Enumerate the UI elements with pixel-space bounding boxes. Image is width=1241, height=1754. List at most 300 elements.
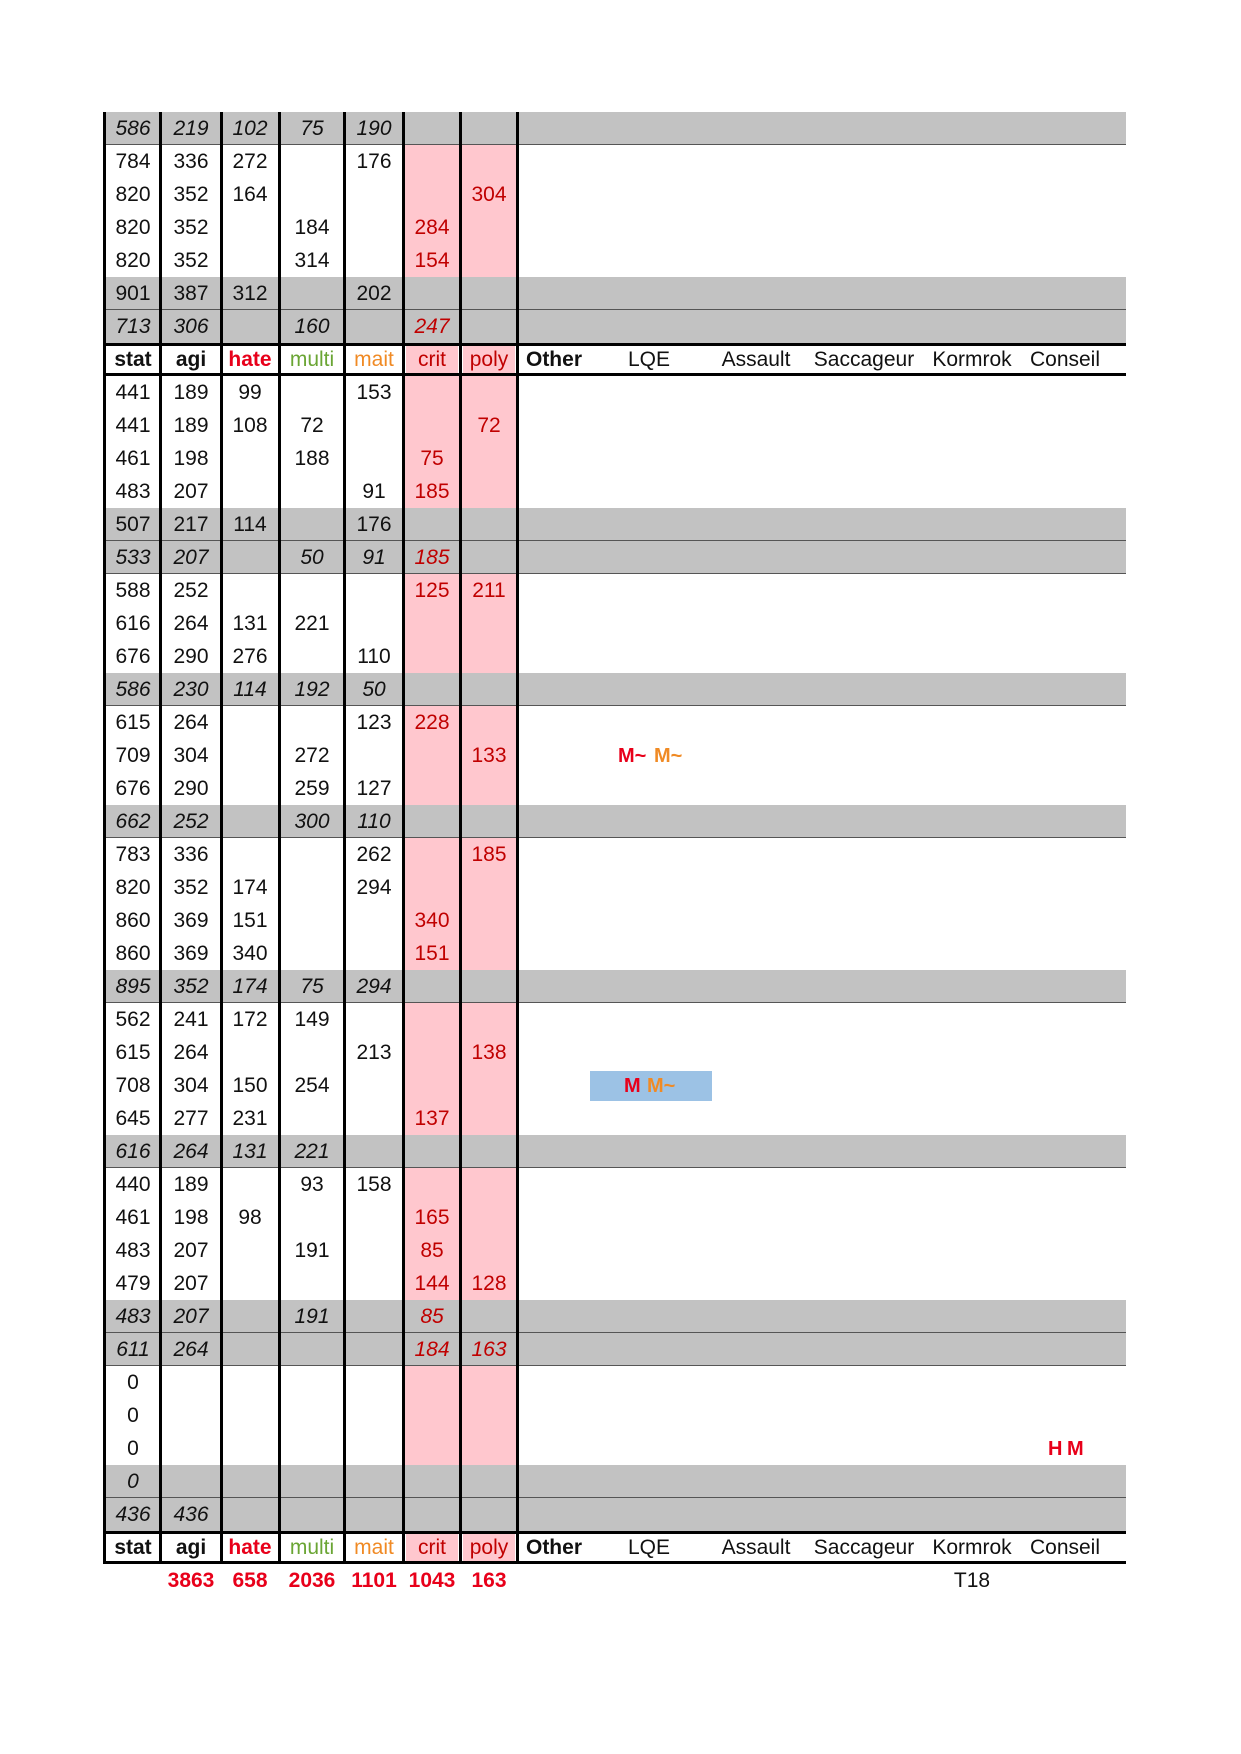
cell-multi bbox=[282, 1267, 342, 1300]
header-saccageur: Saccageur bbox=[813, 348, 915, 371]
cell-stat: 709 bbox=[115, 744, 151, 767]
table-row bbox=[104, 541, 1126, 574]
cell-poly bbox=[463, 1102, 515, 1135]
cell-stat: 901 bbox=[115, 282, 151, 305]
cell-agi: 306 bbox=[173, 315, 209, 338]
cell-agi: 217 bbox=[173, 513, 209, 536]
table-row bbox=[104, 1300, 1126, 1333]
cell-poly: 138 bbox=[463, 1036, 515, 1069]
cell-multi bbox=[282, 1399, 342, 1432]
table-row bbox=[104, 211, 1126, 244]
cell-agi: 369 bbox=[173, 909, 209, 932]
cell-multi: 221 bbox=[294, 1140, 330, 1163]
header-kormrok: Kormrok bbox=[932, 1536, 1012, 1559]
cell-stat: 662 bbox=[115, 810, 151, 833]
cell-multi bbox=[282, 937, 342, 970]
cell-hate bbox=[222, 1300, 278, 1333]
cell-multi bbox=[282, 574, 342, 607]
table-row bbox=[104, 1201, 1126, 1234]
total-kormrok: T18 bbox=[953, 1569, 991, 1592]
table-row bbox=[104, 937, 1126, 970]
cell-crit bbox=[406, 739, 458, 772]
table-row bbox=[104, 871, 1126, 904]
cell-mait bbox=[346, 739, 402, 772]
cell-stat: 860 bbox=[115, 942, 151, 965]
cell-poly bbox=[463, 871, 515, 904]
table-row bbox=[104, 805, 1126, 838]
cell-mait: 262 bbox=[356, 843, 392, 866]
cell-agi: 252 bbox=[173, 579, 209, 602]
cell-agi: 198 bbox=[173, 447, 209, 470]
cell-multi bbox=[282, 1432, 342, 1465]
cell-agi: 290 bbox=[173, 777, 209, 800]
cell-mait bbox=[346, 1465, 402, 1498]
header-multi: multi bbox=[289, 1536, 335, 1559]
cell-poly: 163 bbox=[471, 1338, 507, 1361]
cell-multi bbox=[282, 1366, 342, 1399]
cell-multi bbox=[282, 277, 342, 310]
cell-multi: 160 bbox=[294, 315, 330, 338]
cell-hate: 150 bbox=[232, 1074, 268, 1097]
cell-crit bbox=[406, 838, 458, 871]
cell-poly bbox=[463, 607, 515, 640]
table-row bbox=[104, 970, 1126, 1003]
cell-mait: 127 bbox=[356, 777, 392, 800]
cell-crit: 85 bbox=[406, 1234, 458, 1267]
header-assault: Assault bbox=[721, 348, 791, 371]
cell-mait bbox=[346, 1267, 402, 1300]
cell-poly bbox=[463, 1003, 515, 1036]
cell-mait bbox=[346, 1366, 402, 1399]
cell-poly: 185 bbox=[463, 838, 515, 871]
cell-hate bbox=[222, 739, 278, 772]
cell-multi bbox=[282, 1102, 342, 1135]
table-row bbox=[104, 1102, 1126, 1135]
spreadsheet bbox=[104, 112, 1126, 1612]
cell-stat: 616 bbox=[115, 1140, 151, 1163]
table-row bbox=[104, 772, 1126, 805]
table-row bbox=[104, 409, 1126, 442]
cell-hate: 99 bbox=[238, 381, 262, 404]
cell-agi: 264 bbox=[173, 1140, 209, 1163]
cell-hate: 164 bbox=[232, 183, 268, 206]
table-row bbox=[104, 706, 1126, 739]
cell-agi: 207 bbox=[173, 480, 209, 503]
cell-crit bbox=[406, 772, 458, 805]
cell-mait: 50 bbox=[362, 678, 386, 701]
table-row bbox=[104, 1333, 1126, 1366]
cell-hate: 340 bbox=[232, 942, 268, 965]
cell-crit bbox=[406, 1498, 458, 1531]
cell-stat: 588 bbox=[115, 579, 151, 602]
cell-crit bbox=[406, 640, 458, 673]
cell-agi: 264 bbox=[173, 612, 209, 635]
cell-hate bbox=[222, 211, 278, 244]
cell-crit bbox=[406, 1432, 458, 1465]
marker-m-tilde-red: M~ bbox=[618, 745, 647, 767]
cell-crit bbox=[406, 607, 458, 640]
cell-crit: 137 bbox=[406, 1102, 458, 1135]
cell-mait bbox=[346, 937, 402, 970]
cell-hate: 231 bbox=[232, 1107, 268, 1130]
cell-agi bbox=[163, 1399, 219, 1432]
table-row bbox=[104, 1234, 1126, 1267]
header-mait: mait bbox=[354, 1536, 394, 1559]
cell-mait bbox=[346, 904, 402, 937]
cell-stat: 820 bbox=[115, 249, 151, 272]
column-border bbox=[278, 112, 281, 1564]
cell-poly: 128 bbox=[463, 1267, 515, 1300]
column-border bbox=[402, 112, 405, 1564]
cell-hate bbox=[222, 1168, 278, 1201]
cell-agi: 352 bbox=[173, 876, 209, 899]
cell-poly bbox=[463, 145, 515, 178]
header-multi: multi bbox=[289, 348, 335, 371]
cell-mait bbox=[346, 1201, 402, 1234]
cell-multi bbox=[282, 706, 342, 739]
cell-stat: 441 bbox=[115, 381, 151, 404]
cell-crit: 144 bbox=[406, 1267, 458, 1300]
cell-multi: 75 bbox=[300, 117, 324, 140]
cell-hate bbox=[222, 1036, 278, 1069]
cell-stat: 483 bbox=[115, 480, 151, 503]
marker-m-tilde-orange: M~ bbox=[654, 745, 683, 767]
header-mait: mait bbox=[354, 348, 394, 371]
table-row bbox=[104, 508, 1126, 541]
table-row bbox=[104, 277, 1126, 310]
column-border bbox=[103, 112, 106, 1564]
cell-mait bbox=[346, 607, 402, 640]
cell-multi bbox=[282, 1201, 342, 1234]
cell-hate bbox=[222, 1366, 278, 1399]
cell-multi bbox=[282, 838, 342, 871]
cell-hate: 276 bbox=[232, 645, 268, 668]
cell-stat: 820 bbox=[115, 183, 151, 206]
header-lqe: LQE bbox=[627, 348, 671, 371]
cell-stat: 436 bbox=[115, 1503, 151, 1526]
cell-stat: 440 bbox=[115, 1173, 151, 1196]
header-hate: hate bbox=[228, 348, 272, 371]
cell-poly bbox=[463, 1135, 515, 1168]
header-poly: poly bbox=[463, 1534, 515, 1561]
cell-hate bbox=[222, 442, 278, 475]
cell-poly bbox=[463, 1366, 515, 1399]
table-row bbox=[104, 838, 1126, 871]
header-kormrok: Kormrok bbox=[932, 348, 1012, 371]
cell-poly bbox=[463, 673, 515, 706]
column-border bbox=[516, 112, 519, 1564]
cell-hate: 102 bbox=[232, 117, 268, 140]
header-conseil: Conseil bbox=[1029, 348, 1101, 371]
cell-hate bbox=[222, 541, 278, 574]
cell-crit bbox=[406, 1465, 458, 1498]
total-multi: 2036 bbox=[288, 1569, 336, 1592]
header-agi: agi bbox=[175, 1536, 207, 1559]
cell-stat: 562 bbox=[115, 1008, 151, 1031]
cell-crit bbox=[406, 673, 458, 706]
header-poly: poly bbox=[463, 346, 515, 373]
column-border bbox=[220, 112, 223, 1564]
cell-agi: 336 bbox=[173, 150, 209, 173]
table-row bbox=[104, 1432, 1126, 1465]
cell-multi bbox=[282, 871, 342, 904]
cell-poly bbox=[463, 277, 515, 310]
cell-crit: 340 bbox=[406, 904, 458, 937]
cell-stat: 0 bbox=[127, 1404, 139, 1427]
cell-multi: 192 bbox=[294, 678, 330, 701]
cell-mait bbox=[346, 442, 402, 475]
cell-hate bbox=[222, 706, 278, 739]
table-row bbox=[104, 178, 1126, 211]
cell-multi bbox=[282, 1036, 342, 1069]
total-hate: 658 bbox=[232, 1569, 268, 1592]
cell-crit: 151 bbox=[406, 937, 458, 970]
table-row bbox=[104, 1168, 1126, 1201]
cell-mait bbox=[346, 1399, 402, 1432]
cell-crit: 154 bbox=[406, 244, 458, 277]
cell-crit bbox=[406, 409, 458, 442]
header-crit: crit bbox=[406, 346, 458, 373]
cell-agi: 207 bbox=[173, 1239, 209, 1262]
cell-agi: 352 bbox=[173, 216, 209, 239]
table-row bbox=[104, 673, 1126, 706]
cell-multi: 50 bbox=[300, 546, 324, 569]
cell-crit bbox=[406, 178, 458, 211]
cell-crit bbox=[406, 1399, 458, 1432]
cell-multi bbox=[282, 1465, 342, 1498]
table-row bbox=[104, 244, 1126, 277]
header-saccageur: Saccageur bbox=[813, 1536, 915, 1559]
header-other: Other bbox=[525, 1536, 582, 1559]
cell-poly bbox=[463, 541, 515, 574]
totals-row bbox=[104, 1564, 1126, 1597]
cell-stat: 820 bbox=[115, 876, 151, 899]
cell-crit: 184 bbox=[414, 1338, 450, 1361]
cell-multi: 254 bbox=[294, 1074, 330, 1097]
table-row bbox=[104, 1267, 1126, 1300]
cell-agi: 264 bbox=[173, 1041, 209, 1064]
table-row bbox=[104, 1366, 1126, 1399]
cell-stat: 483 bbox=[115, 1239, 151, 1262]
table-row bbox=[104, 475, 1126, 508]
cell-hate bbox=[222, 805, 278, 838]
cell-stat: 784 bbox=[115, 150, 151, 173]
cell-multi bbox=[282, 178, 342, 211]
cell-stat: 479 bbox=[115, 1272, 151, 1295]
cell-mait bbox=[346, 1135, 402, 1168]
cell-agi: 387 bbox=[173, 282, 209, 305]
total-mait: 1101 bbox=[351, 1569, 397, 1592]
cell-stat: 533 bbox=[115, 546, 151, 569]
cell-crit bbox=[406, 970, 458, 1003]
cell-mait bbox=[346, 1432, 402, 1465]
marker-m-red: M bbox=[1067, 1438, 1084, 1460]
cell-stat: 713 bbox=[115, 315, 151, 338]
cell-hate bbox=[222, 475, 278, 508]
cell-crit: 185 bbox=[414, 546, 450, 569]
cell-stat: 615 bbox=[115, 711, 151, 734]
cell-multi: 188 bbox=[294, 447, 330, 470]
cell-mait: 202 bbox=[356, 282, 392, 305]
cell-poly bbox=[463, 1168, 515, 1201]
column-border bbox=[159, 112, 162, 1564]
cell-mait: 91 bbox=[362, 546, 386, 569]
cell-crit: 85 bbox=[420, 1305, 444, 1328]
header-row bbox=[104, 1531, 1126, 1564]
table-row bbox=[104, 442, 1126, 475]
cell-crit bbox=[406, 1135, 458, 1168]
cell-mait bbox=[346, 1102, 402, 1135]
cell-multi: 191 bbox=[294, 1305, 330, 1328]
cell-hate: 174 bbox=[232, 876, 268, 899]
marker-h-red: H bbox=[1048, 1438, 1063, 1460]
header-stat: stat bbox=[114, 348, 152, 371]
cell-crit bbox=[406, 1366, 458, 1399]
cell-crit: 165 bbox=[406, 1201, 458, 1234]
header-agi: agi bbox=[175, 348, 207, 371]
cell-mait bbox=[346, 1300, 402, 1333]
cell-mait: 91 bbox=[362, 480, 386, 503]
cell-poly bbox=[463, 508, 515, 541]
cell-hate: 108 bbox=[232, 414, 268, 437]
cell-crit: 284 bbox=[406, 211, 458, 244]
table-row bbox=[104, 1036, 1126, 1069]
cell-poly: 72 bbox=[463, 409, 515, 442]
cell-mait bbox=[346, 1498, 402, 1531]
cell-agi: 264 bbox=[173, 1338, 209, 1361]
cell-hate bbox=[222, 310, 278, 343]
cell-hate bbox=[222, 1465, 278, 1498]
cell-crit: 228 bbox=[406, 706, 458, 739]
cell-poly bbox=[463, 112, 515, 145]
cell-multi bbox=[282, 904, 342, 937]
header-assault: Assault bbox=[721, 1536, 791, 1559]
cell-stat: 616 bbox=[115, 612, 151, 635]
table-row bbox=[104, 574, 1126, 607]
cell-mait bbox=[346, 574, 402, 607]
cell-hate bbox=[222, 1432, 278, 1465]
cell-multi bbox=[282, 508, 342, 541]
cell-stat: 441 bbox=[115, 414, 151, 437]
cell-mait: 176 bbox=[356, 513, 392, 536]
cell-poly bbox=[463, 1498, 515, 1531]
cell-multi: 93 bbox=[300, 1173, 324, 1196]
cell-poly bbox=[463, 1201, 515, 1234]
cell-stat: 0 bbox=[127, 1437, 139, 1460]
cell-poly bbox=[463, 1465, 515, 1498]
cell-agi: 369 bbox=[173, 942, 209, 965]
cell-stat: 615 bbox=[115, 1041, 151, 1064]
cell-multi: 272 bbox=[294, 744, 330, 767]
cell-mait: 294 bbox=[356, 975, 392, 998]
cell-agi: 189 bbox=[173, 414, 209, 437]
cell-poly bbox=[463, 640, 515, 673]
cell-hate bbox=[222, 1267, 278, 1300]
marker-m-red: M bbox=[624, 1075, 641, 1097]
cell-multi bbox=[282, 640, 342, 673]
table-row bbox=[104, 640, 1126, 673]
cell-stat: 461 bbox=[115, 447, 151, 470]
cell-poly bbox=[463, 904, 515, 937]
header-other: Other bbox=[525, 348, 582, 371]
cell-multi: 149 bbox=[294, 1008, 330, 1031]
cell-hate: 131 bbox=[232, 1140, 268, 1163]
cell-hate: 174 bbox=[232, 975, 268, 998]
cell-mait: 153 bbox=[356, 381, 392, 404]
cell-crit bbox=[406, 1036, 458, 1069]
cell-crit bbox=[406, 145, 458, 178]
cell-mait: 110 bbox=[357, 645, 391, 668]
cell-agi: 219 bbox=[173, 117, 209, 140]
cell-agi: 230 bbox=[173, 678, 209, 701]
cell-mait: 190 bbox=[356, 117, 392, 140]
cell-poly bbox=[463, 970, 515, 1003]
cell-poly bbox=[463, 211, 515, 244]
header-hate: hate bbox=[228, 1536, 272, 1559]
table-row bbox=[104, 1399, 1126, 1432]
cell-poly: 133 bbox=[463, 739, 515, 772]
cell-agi: 352 bbox=[173, 249, 209, 272]
cell-hate: 131 bbox=[232, 612, 268, 635]
cell-poly bbox=[463, 706, 515, 739]
cell-mait bbox=[346, 211, 402, 244]
cell-poly bbox=[463, 244, 515, 277]
cell-multi: 75 bbox=[300, 975, 324, 998]
cell-hate: 114 bbox=[233, 678, 267, 701]
cell-poly bbox=[463, 805, 515, 838]
cell-hate bbox=[222, 772, 278, 805]
cell-agi bbox=[163, 1465, 219, 1498]
cell-multi bbox=[282, 145, 342, 178]
table-row bbox=[104, 1465, 1126, 1498]
table-row bbox=[104, 1498, 1126, 1531]
cell-mait: 110 bbox=[357, 810, 391, 833]
table-row bbox=[104, 739, 1126, 772]
cell-mait bbox=[346, 178, 402, 211]
cell-hate bbox=[222, 1333, 278, 1366]
column-border bbox=[343, 112, 346, 1564]
cell-stat: 820 bbox=[115, 216, 151, 239]
header-lqe: LQE bbox=[627, 1536, 671, 1559]
cell-mait: 294 bbox=[356, 876, 392, 899]
cell-mait: 176 bbox=[356, 150, 392, 173]
cell-agi: 189 bbox=[173, 1173, 209, 1196]
cell-poly bbox=[463, 310, 515, 343]
cell-agi: 189 bbox=[173, 381, 209, 404]
cell-crit bbox=[406, 871, 458, 904]
cell-poly: 211 bbox=[463, 574, 515, 607]
cell-mait bbox=[346, 1234, 402, 1267]
cell-crit bbox=[406, 1069, 458, 1102]
cell-agi: 352 bbox=[173, 975, 209, 998]
cell-stat: 676 bbox=[115, 777, 151, 800]
cell-poly bbox=[463, 772, 515, 805]
cell-poly bbox=[463, 376, 515, 409]
cell-mait bbox=[346, 1069, 402, 1102]
cell-multi bbox=[282, 475, 342, 508]
cell-multi bbox=[282, 1498, 342, 1531]
cell-hate bbox=[222, 1498, 278, 1531]
total-crit: 1043 bbox=[408, 1569, 456, 1592]
cell-agi: 304 bbox=[173, 1074, 209, 1097]
cell-mait bbox=[346, 1333, 402, 1366]
cell-stat: 708 bbox=[115, 1074, 151, 1097]
header-crit: crit bbox=[406, 1534, 458, 1561]
cell-agi: 304 bbox=[173, 744, 209, 767]
cell-hate bbox=[222, 244, 278, 277]
cell-crit: 125 bbox=[406, 574, 458, 607]
cell-mait bbox=[346, 409, 402, 442]
